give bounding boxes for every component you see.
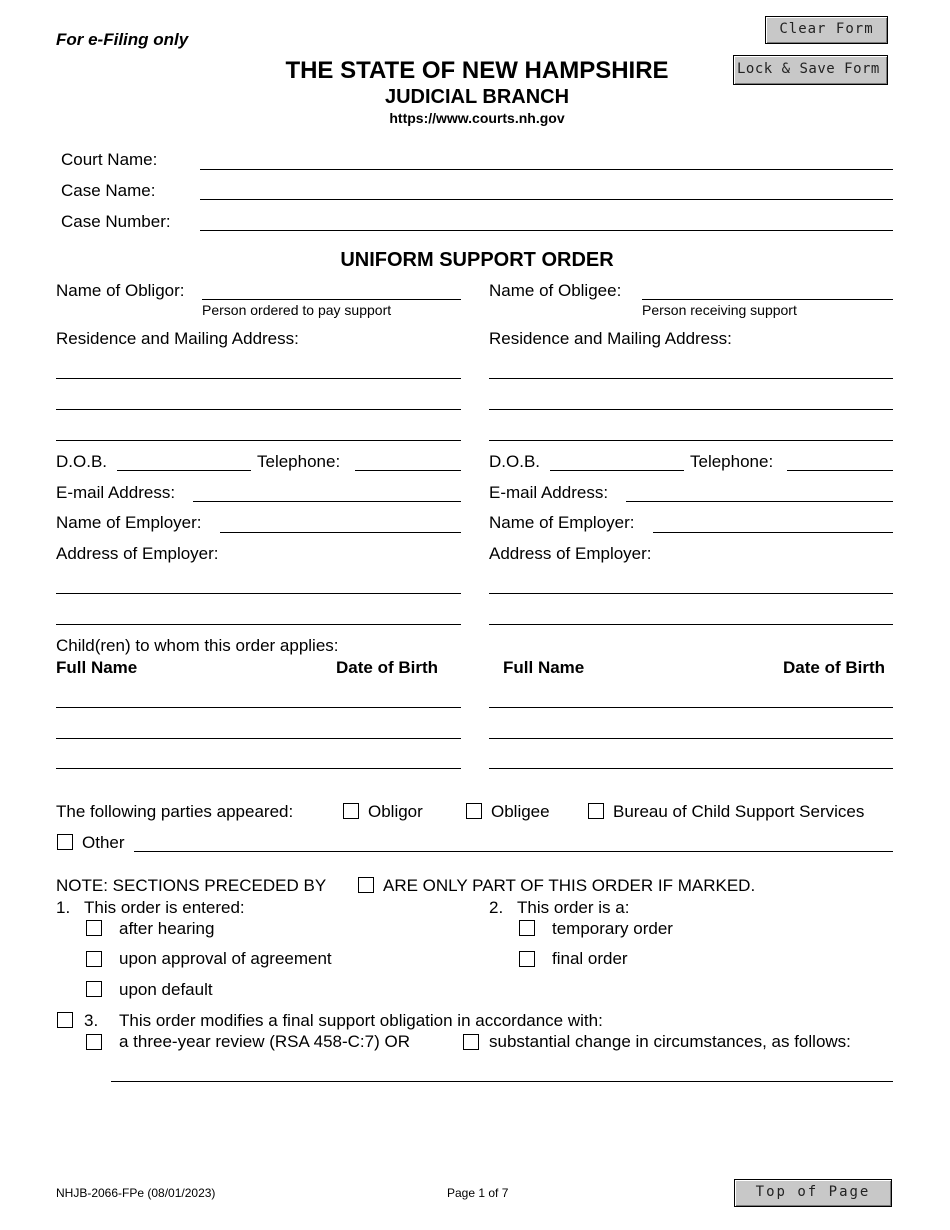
court-name-field[interactable]: [200, 169, 893, 170]
section3-checkbox[interactable]: [57, 1012, 73, 1028]
obligor-name-label: Name of Obligor:: [56, 281, 185, 300]
child-line-left-2[interactable]: [56, 738, 461, 739]
case-name-label: Case Name:: [61, 181, 156, 200]
obligor-employer-label: Name of Employer:: [56, 513, 202, 532]
form-title: UNIFORM SUPPORT ORDER: [340, 249, 614, 271]
case-number-label: Case Number:: [61, 212, 171, 231]
obligor-dob-label: D.O.B.: [56, 452, 108, 471]
child-line-left-3[interactable]: [56, 768, 461, 769]
obligor-dob-field[interactable]: [117, 470, 251, 471]
entered-after-hearing-checkbox[interactable]: [86, 920, 102, 936]
obligor-employer-address-line-1[interactable]: [56, 593, 461, 594]
obligee-employer-address-line-1[interactable]: [489, 593, 893, 594]
appeared-bureau-checkbox[interactable]: [588, 803, 604, 819]
section2-title: This order is a:: [517, 898, 630, 917]
obligee-employer-address-line-2[interactable]: [489, 624, 893, 625]
entered-after-hearing-label: after hearing: [119, 919, 215, 938]
substantial-change-field[interactable]: [111, 1081, 893, 1082]
section2-number: 2.: [489, 898, 504, 917]
appeared-obligee-checkbox[interactable]: [466, 803, 482, 819]
court-url: https://www.courts.nh.gov: [389, 110, 565, 126]
children-full-name-header-left: Full Name: [56, 658, 138, 677]
children-full-name-header-right: Full Name: [503, 658, 585, 677]
obligor-employer-field[interactable]: [220, 532, 461, 533]
note-checkbox-example-icon: [358, 877, 374, 893]
obligor-address-line-2[interactable]: [56, 409, 461, 410]
obligee-employer-address-label: Address of Employer:: [489, 544, 652, 563]
obligor-email-field[interactable]: [193, 501, 461, 502]
obligee-email-field[interactable]: [626, 501, 893, 502]
obligee-employer-label: Name of Employer:: [489, 513, 635, 532]
form-id: NHJB-2066-FPe (08/01/2023): [56, 1186, 216, 1200]
note-suffix: ARE ONLY PART OF THIS ORDER IF MARKED.: [383, 876, 756, 895]
clear-form-button[interactable]: Clear Form: [765, 16, 888, 44]
section1-number: 1.: [56, 898, 71, 917]
obligor-employer-address-label: Address of Employer:: [56, 544, 219, 563]
top-of-page-button[interactable]: Top of Page: [734, 1179, 892, 1207]
temporary-order-checkbox[interactable]: [519, 920, 535, 936]
child-line-right-2[interactable]: [489, 738, 893, 739]
state-title: THE STATE OF NEW HAMPSHIRE: [285, 57, 669, 84]
obligee-name-field[interactable]: [642, 299, 893, 300]
efiling-notice: For e-Filing only: [56, 30, 189, 49]
child-line-left-1[interactable]: [56, 707, 461, 708]
temporary-order-label: temporary order: [552, 919, 673, 938]
entered-default-label: upon default: [119, 980, 213, 999]
appeared-other-field[interactable]: [134, 851, 893, 852]
obligor-name-field[interactable]: [202, 299, 461, 300]
section3-title: This order modifies a final support obligation in accordance with:: [119, 1011, 603, 1030]
obligee-employer-field[interactable]: [653, 532, 893, 533]
obligee-address-label: Residence and Mailing Address:: [489, 329, 732, 348]
three-year-review-label: a three-year review (RSA 458-C:7) OR: [119, 1032, 410, 1051]
entered-agreement-label: upon approval of agreement: [119, 949, 332, 968]
appeared-label: The following parties appeared:: [56, 802, 294, 821]
obligor-email-label: E-mail Address:: [56, 483, 176, 502]
obligor-telephone-field[interactable]: [355, 470, 461, 471]
section3-number: 3.: [84, 1011, 99, 1030]
final-order-checkbox[interactable]: [519, 951, 535, 967]
appeared-obligor-checkbox[interactable]: [343, 803, 359, 819]
obligee-email-label: E-mail Address:: [489, 483, 609, 502]
obligee-name-label: Name of Obligee:: [489, 281, 622, 300]
appeared-other-label: Other: [82, 833, 125, 852]
obligee-dob-field[interactable]: [550, 470, 684, 471]
entered-agreement-checkbox[interactable]: [86, 951, 102, 967]
appeared-other-checkbox[interactable]: [57, 834, 73, 850]
child-line-right-1[interactable]: [489, 707, 893, 708]
appeared-obligor-label: Obligor: [368, 802, 423, 821]
obligor-address-label: Residence and Mailing Address:: [56, 329, 299, 348]
substantial-change-checkbox[interactable]: [463, 1034, 479, 1050]
entered-default-checkbox[interactable]: [86, 981, 102, 997]
obligee-telephone-label: Telephone:: [690, 452, 774, 471]
children-dob-header-left: Date of Birth: [336, 658, 438, 677]
obligee-telephone-field[interactable]: [787, 470, 893, 471]
obligor-address-line-3[interactable]: [56, 440, 461, 441]
obligor-name-hint: Person ordered to pay support: [202, 302, 392, 318]
children-dob-header-right: Date of Birth: [783, 658, 885, 677]
branch-title: JUDICIAL BRANCH: [384, 86, 570, 108]
note-prefix: NOTE: SECTIONS PRECEDED BY: [56, 876, 327, 895]
children-intro: Child(ren) to whom this order applies:: [56, 636, 339, 655]
obligee-address-line-2[interactable]: [489, 409, 893, 410]
obligee-address-line-1[interactable]: [489, 378, 893, 379]
obligee-dob-label: D.O.B.: [489, 452, 541, 471]
obligor-telephone-label: Telephone:: [257, 452, 341, 471]
case-number-field[interactable]: [200, 230, 893, 231]
child-line-right-3[interactable]: [489, 768, 893, 769]
case-name-field[interactable]: [200, 199, 893, 200]
obligor-address-line-1[interactable]: [56, 378, 461, 379]
appeared-obligee-label: Obligee: [491, 802, 550, 821]
page-number: Page 1 of 7: [447, 1186, 509, 1200]
final-order-label: final order: [552, 949, 628, 968]
court-name-label: Court Name:: [61, 150, 158, 169]
obligor-employer-address-line-2[interactable]: [56, 624, 461, 625]
substantial-change-label: substantial change in circumstances, as follows:: [489, 1032, 851, 1051]
section1-title: This order is entered:: [84, 898, 245, 917]
appeared-bureau-label: Bureau of Child Support Services: [613, 802, 865, 821]
obligee-name-hint: Person receiving support: [642, 302, 797, 318]
three-year-review-checkbox[interactable]: [86, 1034, 102, 1050]
lock-save-form-button[interactable]: Lock & Save Form: [733, 55, 888, 85]
obligee-address-line-3[interactable]: [489, 440, 893, 441]
